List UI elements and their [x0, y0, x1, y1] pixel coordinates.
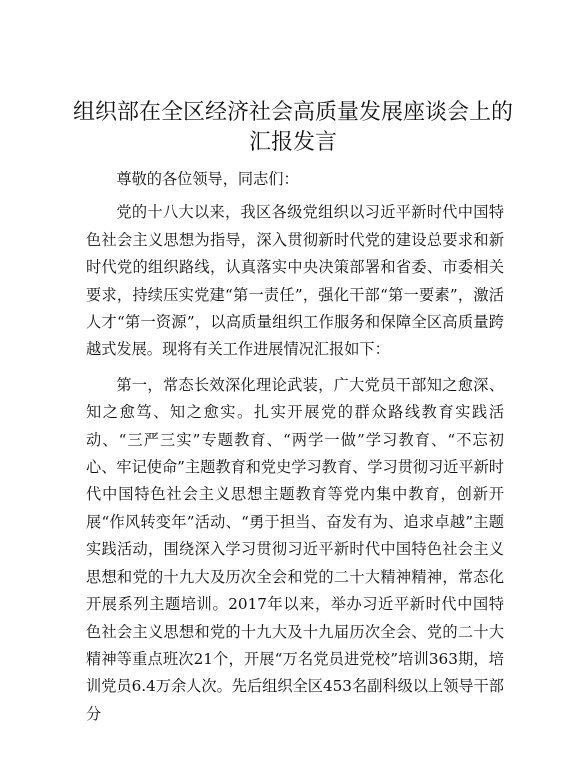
salutation: 尊敬的各位领导，同志们：: [116, 170, 299, 188]
title-line-1: 组织部在全区经济社会高质量发展座谈会上的: [72, 100, 513, 125]
document-body: [86, 166, 504, 728]
paragraph-intro: 党的十八大以来，我区各级党组织以习近平新时代中国特色社会主义思想为指导，深入贯彻新时代党的建设总要求和新时代党的组织路线，认真落实中央决策部署和省委、市委相关要求，持续压实党建“第一责任”，强化干部“第一要素”，激活人才“第一资源”，以高质量组织工作服务和保障全区高质量跨越式发展。现将有关工作进展情况汇报如下：: [86, 203, 504, 359]
paragraph-theory: 第一，常态长效深化理论武装，广大党员干部知之愈深、知之愈笃、知之愈实。扎实开展党的群众路线教育实践活动、“三严三实”专题教育、“两学一做”学习教育、“不忘初心、牢记使命”主题教育和党史学习教育、学习贯彻习近平新时代中国特色社会主义思想主题教育等党内集中教育，创新开展“作风转变年”活动、“勇于担当、奋发有为、追求卓越”主题实践活动，围绕深入学习贯彻习近平新时代中国特色社会主义思想和党的十九大及历次全会和党的二十大精神精神，常态化开展系列主题培训。2017年以来，举办习近平新时代中国特色社会主义思想和党的十九大及十九届历次全会、党的二十大精神等重点班次21个，开展“万名党员进党校”培训363期，培训党员6.4万余人次。先后组织全区453名副科级以上领导干部分: [86, 375, 504, 723]
document-title: [60, 98, 526, 158]
title-line-2: 汇报发言: [248, 130, 337, 155]
